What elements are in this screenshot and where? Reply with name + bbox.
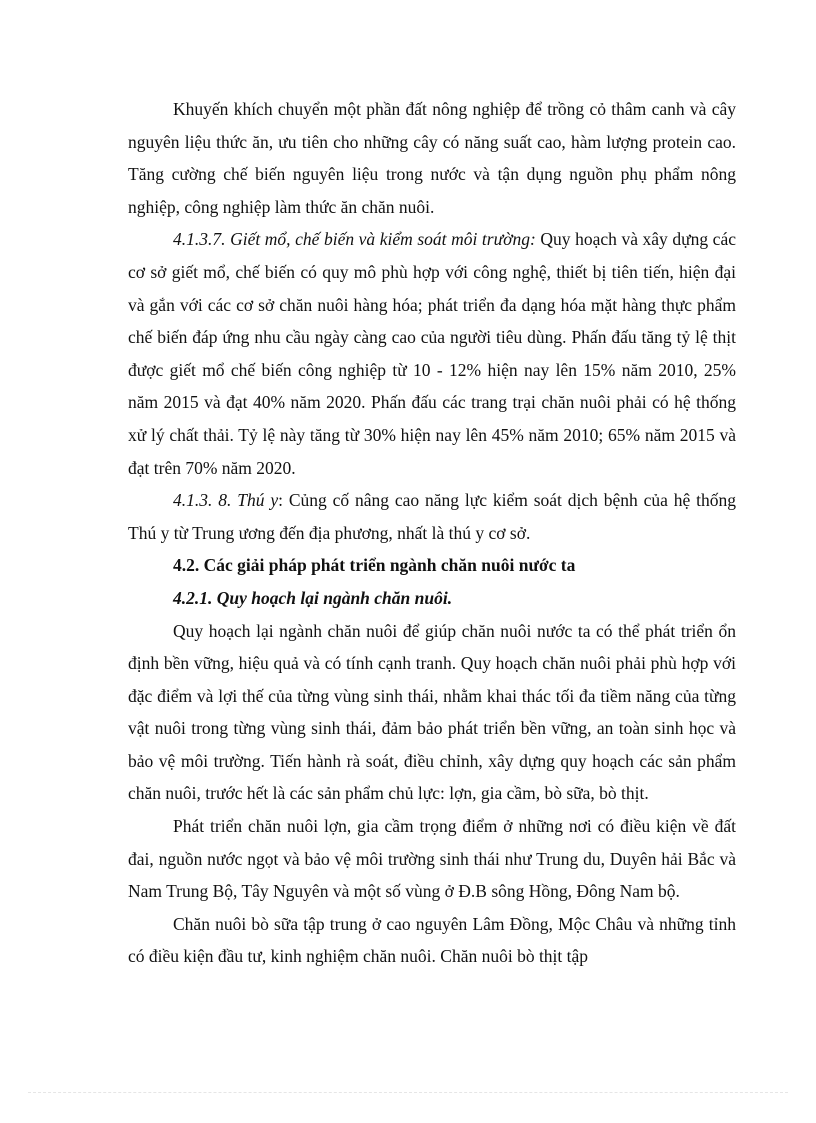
subsection-heading: 4.2.1. Quy hoạch lại ngành chăn nuôi. bbox=[173, 587, 453, 608]
document-page bbox=[128, 93, 736, 973]
heading-slaughter-processing: 4.1.3.7. Giết mổ, chế biến và kiểm soát môi trường: bbox=[173, 229, 536, 250]
text-veterinary: : Củng cố nâng cao năng lực kiểm soát dịch bệnh của hệ thống Thú y từ Trung ương đến địa phương, nhất là thú y cơ sở. bbox=[128, 490, 737, 543]
paragraph-feed-crops: Khuyến khích chuyển một phần đất nông nghiệp để trồng cỏ thâm canh và cây nguyên liệu thức ăn, ưu tiên cho những cây có năng suất cao, hàm lượng protein cao. Tăng cường chế biến nguyên liệu trong nước và tận dụng nguồn phụ phẩm nông nghiệp, công nghiệp làm thức ăn chăn nuôi. bbox=[128, 99, 736, 217]
section-heading: 4.2. Các giải pháp phát triển ngành chăn nuôi nước ta bbox=[173, 555, 576, 576]
paragraph-replanning: Quy hoạch lại ngành chăn nuôi để giúp chăn nuôi nước ta có thể phát triển ổn định bền vững, hiệu quả và có tính cạnh tranh. Quy hoạch chăn nuôi phải phù hợp với đặc điểm và lợi thế của từng vùng sinh thái, nhằm khai thác tối đa tiềm năng của từng vật nuôi trong từng vùng sinh thái, đảm bảo phát triển bền vững, an toàn sinh học và bảo vệ môi trường. Tiến hành rà soát, điều chỉnh, xây dựng quy hoạch các sản phẩm chăn nuôi, trước hết là các sản phẩm chủ lực: lợn, gia cầm, bò sữa, bò thịt. bbox=[128, 620, 736, 804]
paragraph-dairy-beef: Chăn nuôi bò sữa tập trung ở cao nguyên Lâm Đồng, Mộc Châu và những tỉnh có điều kiện đầu tư, kinh nghiệm chăn nuôi. Chăn nuôi bò thịt tập bbox=[128, 913, 736, 967]
text-slaughter-processing: Quy hoạch và xây dựng các cơ sở giết mổ, chế biến có quy mô phù hợp với công nghệ, thiết bị tiên tiến, hiện đại và gắn với các cơ sở chăn nuôi hàng hóa; phát triển đa dạng hóa mặt hàng thực phẩm chế biến đáp ứng nhu cầu ngày càng cao của người tiêu dùng. Phấn đấu tăng tỷ lệ thịt được giết mổ chế biến công nghiệp từ 10 - 12% hiện nay lên 15% năm 2010, 25% năm 2015 và đạt 40% năm 2020. Phấn đấu các trang trại chăn nuôi phải có hệ thống xử lý chất thải. Tỷ lệ này tăng từ 30% hiện nay lên 45% năm 2010; 65% năm 2015 và đạt trên 70% năm 2020. bbox=[128, 229, 736, 478]
page-bottom-divider bbox=[28, 1092, 788, 1093]
paragraph-pig-poultry: Phát triển chăn nuôi lợn, gia cầm trọng điểm ở những nơi có điều kiện về đất đai, nguồn nước ngọt và bảo vệ môi trường sinh thái như Trung du, Duyên hải Bắc và Nam Trung Bộ, Tây Nguyên và một số vùng ở Đ.B sông Hồng, Đông Nam bộ. bbox=[128, 816, 736, 902]
heading-veterinary: 4.1.3. 8. Thú y bbox=[173, 490, 279, 511]
paragraph-slaughter-processing bbox=[128, 223, 736, 484]
paragraph-veterinary bbox=[128, 484, 736, 549]
